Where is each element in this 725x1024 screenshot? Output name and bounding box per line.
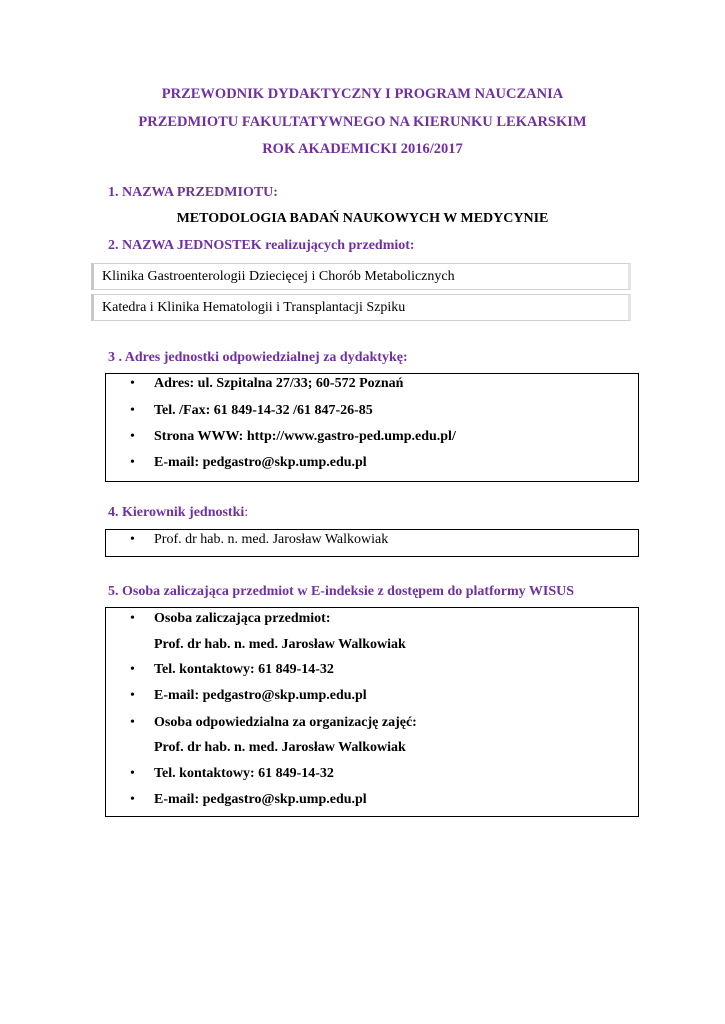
bullet-icon: • [130,688,135,703]
section-3-heading: 3 . Adres jednostki odpowiedzialnej za dydaktykę: [108,350,408,365]
email-item: E-mail: pedgastro@skp.ump.edu.pl [154,455,367,470]
bullet-icon: • [130,662,135,677]
contact-item: Prof. dr hab. n. med. Jarosław Walkowiak [154,740,406,755]
bullet-icon: • [130,429,135,444]
head-of-unit-name: Prof. dr hab. n. med. Jarosław Walkowiak [154,532,389,547]
section-2-heading: 2. NAZWA JEDNOSTEK realizujących przedmiot: [108,238,415,253]
contact-item: Osoba odpowiedzialna za organizację zajęć: [154,715,417,730]
contact-item: Tel. kontaktowy: 61 849-14-32 [154,662,334,677]
contact-item: Tel. kontaktowy: 61 849-14-32 [154,766,334,781]
contact-item: E-mail: pedgastro@skp.ump.edu.pl [154,792,367,807]
section-4-heading [108,505,248,521]
document-title-line-3: ROK AKADEMICKI 2016/2017 [262,141,463,157]
unit-row: Katedra i Klinika Hematologii i Transplantacji Szpiku [91,294,631,321]
document-title-line-1: PRZEWODNIK DYDAKTYCZNY I PROGRAM NAUCZANIA [161,86,564,102]
address-item: Adres: ul. Szpitalna 27/33; 60-572 Poznań [154,376,404,391]
bullet-icon: • [130,376,135,391]
section-1-heading: 1. NAZWA PRZEDMIOTU: [108,185,278,200]
subject-name: METODOLOGIA BADAŃ NAUKOWYCH W MEDYCYNIE [176,211,549,226]
document-title-line-2: PRZEDMIOTU FAKULTATYWNEGO NA KIERUNKU LEKARSKIM [138,114,587,130]
phone-item: Tel. /Fax: 61 849-14-32 /61 847-26-85 [154,403,373,418]
bullet-icon: • [130,792,135,807]
bullet-icon: • [130,766,135,781]
bullet-icon: • [130,532,135,547]
section-4-heading-colon: : [244,505,249,520]
bullet-icon: • [130,455,135,470]
bullet-icon: • [130,611,135,626]
section-4-heading-text: 4. Kierownik jednostki [108,505,245,520]
bullet-icon: • [130,715,135,730]
section-5-heading: 5. Osoba zaliczająca przedmiot w E-indeksie z dostępem do platformy WISUS [108,584,574,599]
bullet-icon: • [130,403,135,418]
contact-item: E-mail: pedgastro@skp.ump.edu.pl [154,688,367,703]
unit-row: Klinika Gastroenterologii Dziecięcej i Chorób Metabolicznych [91,263,631,290]
website-item: Strona WWW: http://www.gastro-ped.ump.edu.pl/ [154,429,456,444]
contact-item: Prof. dr hab. n. med. Jarosław Walkowiak [154,637,406,652]
contact-item: Osoba zaliczająca przedmiot: [154,611,331,626]
